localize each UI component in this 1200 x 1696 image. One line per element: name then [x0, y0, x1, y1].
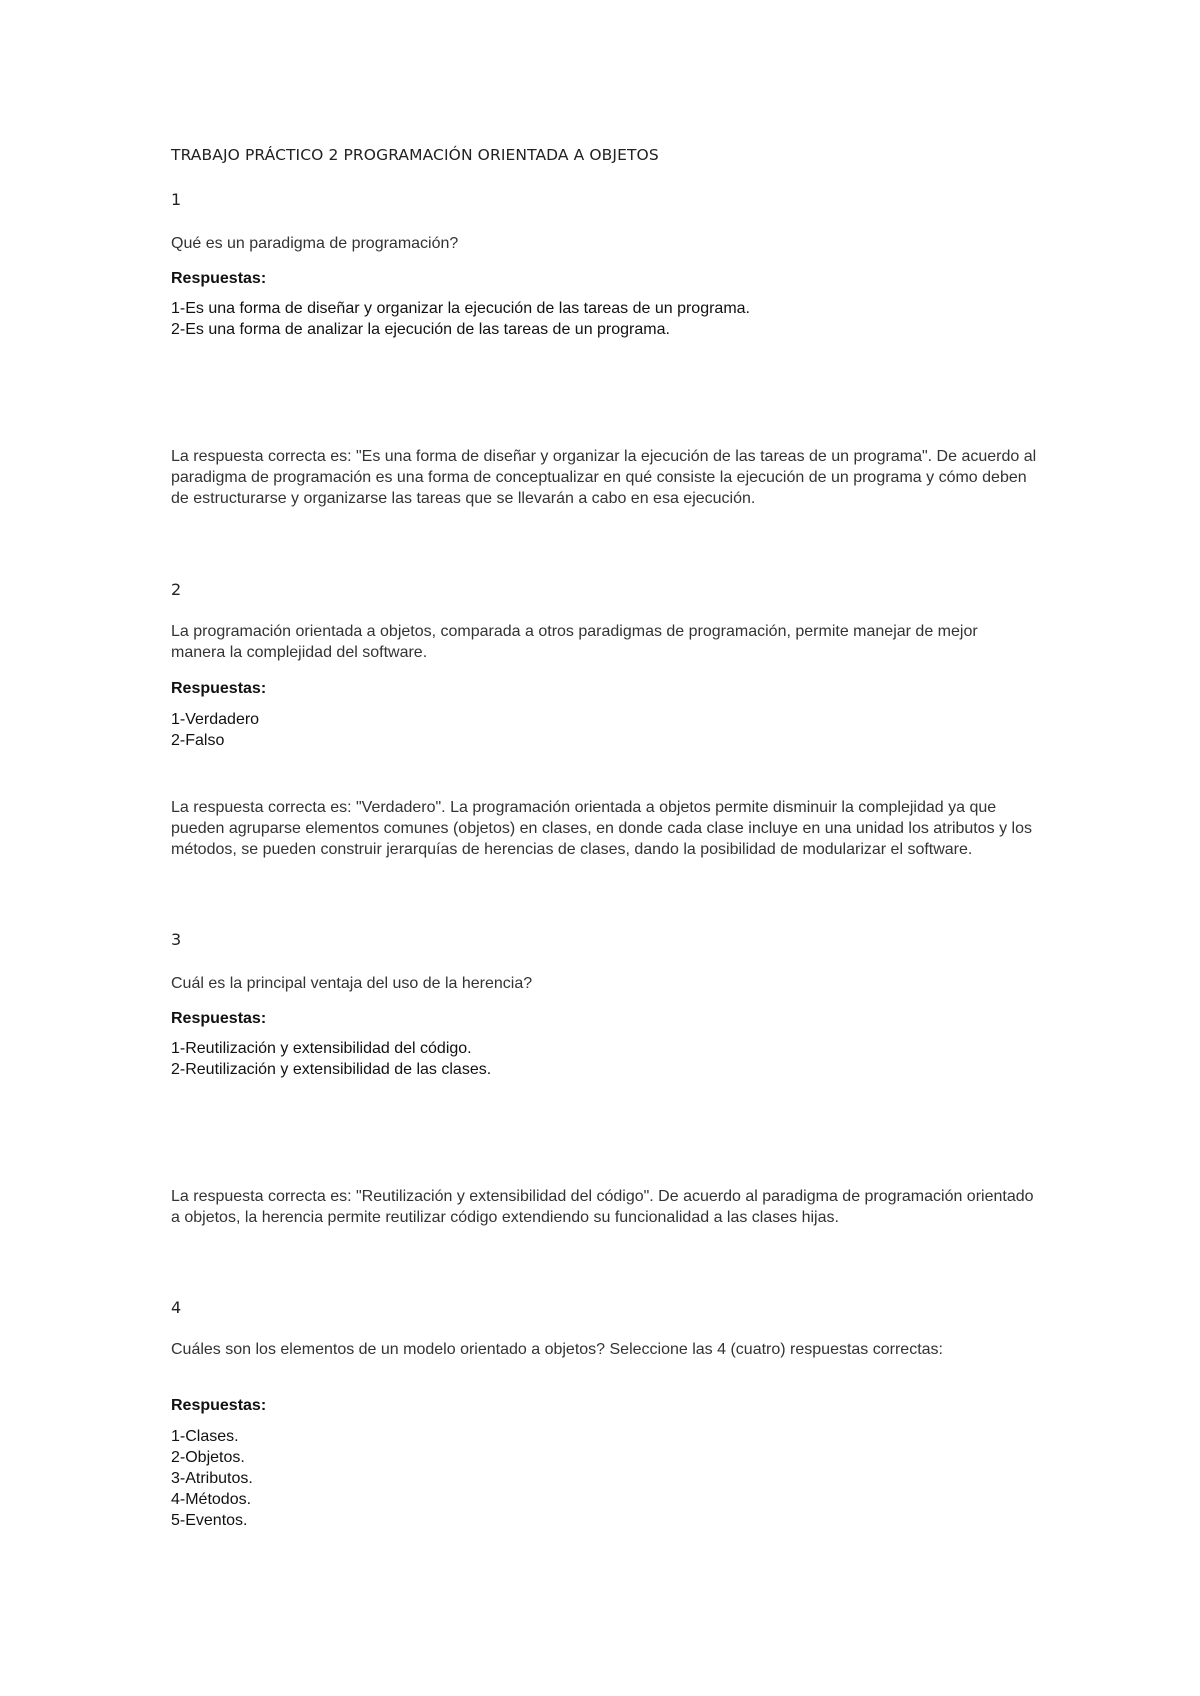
option-item: 1-Es una forma de diseñar y organizar la ejecución de las tareas de un programa. — [171, 300, 750, 317]
question-4-options — [171, 1426, 1031, 1531]
option-item: 3-Atributos. — [171, 1470, 253, 1487]
question-3-text: Cuál es la principal ventaja del uso de la herencia? — [171, 975, 533, 992]
option-item: 2-Reutilización y extensibilidad de las clases. — [171, 1061, 492, 1078]
question-3-explanation: La respuesta correcta es: "Reutilización y extensibilidad del código". De acuerdo al paradigma de programación orientado a objetos, la herencia permite reutilizar código extendiendo su funcionalidad a las clases hijas. — [171, 1188, 1034, 1226]
option-item: 2-Falso — [171, 732, 225, 749]
question-1-answers-label: Respuestas: — [171, 270, 267, 287]
question-1-text: Qué es un paradigma de programación? — [171, 235, 459, 252]
question-4-number: 4 — [171, 1298, 182, 1317]
option-item: 2-Es una forma de analizar la ejecución de las tareas de un programa. — [171, 321, 670, 338]
option-item: 5-Eventos. — [171, 1512, 248, 1529]
option-item: 1-Verdadero — [171, 711, 260, 728]
question-2-answers-label: Respuestas: — [171, 680, 267, 697]
question-4-text: Cuáles son los elementos de un modelo orientado a objetos? Seleccione las 4 (cuatro) respuestas correctas: — [171, 1341, 943, 1358]
option-item: 1-Reutilización y extensibilidad del código. — [171, 1040, 472, 1057]
option-item: 2-Objetos. — [171, 1449, 245, 1466]
option-item: 1-Clases. — [171, 1428, 239, 1445]
question-3-answers-label: Respuestas: — [171, 1010, 267, 1027]
question-2-options — [171, 709, 1031, 751]
option-item: 4-Métodos. — [171, 1491, 252, 1508]
question-2-number: 2 — [171, 580, 182, 599]
question-1-options — [171, 298, 1031, 340]
document-title: TRABAJO PRÁCTICO 2 PROGRAMACIÓN ORIENTADA A OBJETOS — [171, 146, 659, 164]
question-1-number: 1 — [171, 190, 182, 209]
question-1-explanation: La respuesta correcta es: "Es una forma de diseñar y organizar la ejecución de las tareas de un programa". De acuerdo al paradigma de programación es una forma de conceptualizar en qué consiste la ejecución de un programa y cómo deben de estructurarse y organizarse las tareas que se llevarán a cabo en esa ejecución. — [171, 448, 1037, 507]
question-3-options — [171, 1038, 1031, 1080]
question-2-text: La programación orientada a objetos, comparada a otros paradigmas de programación, permite manejar de mejor manera la complejidad del software. — [171, 623, 978, 661]
question-4-answers-label: Respuestas: — [171, 1397, 267, 1414]
question-3-number: 3 — [171, 930, 182, 949]
question-2-explanation: La respuesta correcta es: "Verdadero". La programación orientada a objetos permite disminuir la complejidad ya que pueden agruparse elementos comunes (objetos) en clases, en donde cada clase incluye en una unidad los atributos y los métodos, se pueden construir jerarquías de herencias de clases, dando la posibilidad de modularizar el software. — [171, 799, 1032, 858]
